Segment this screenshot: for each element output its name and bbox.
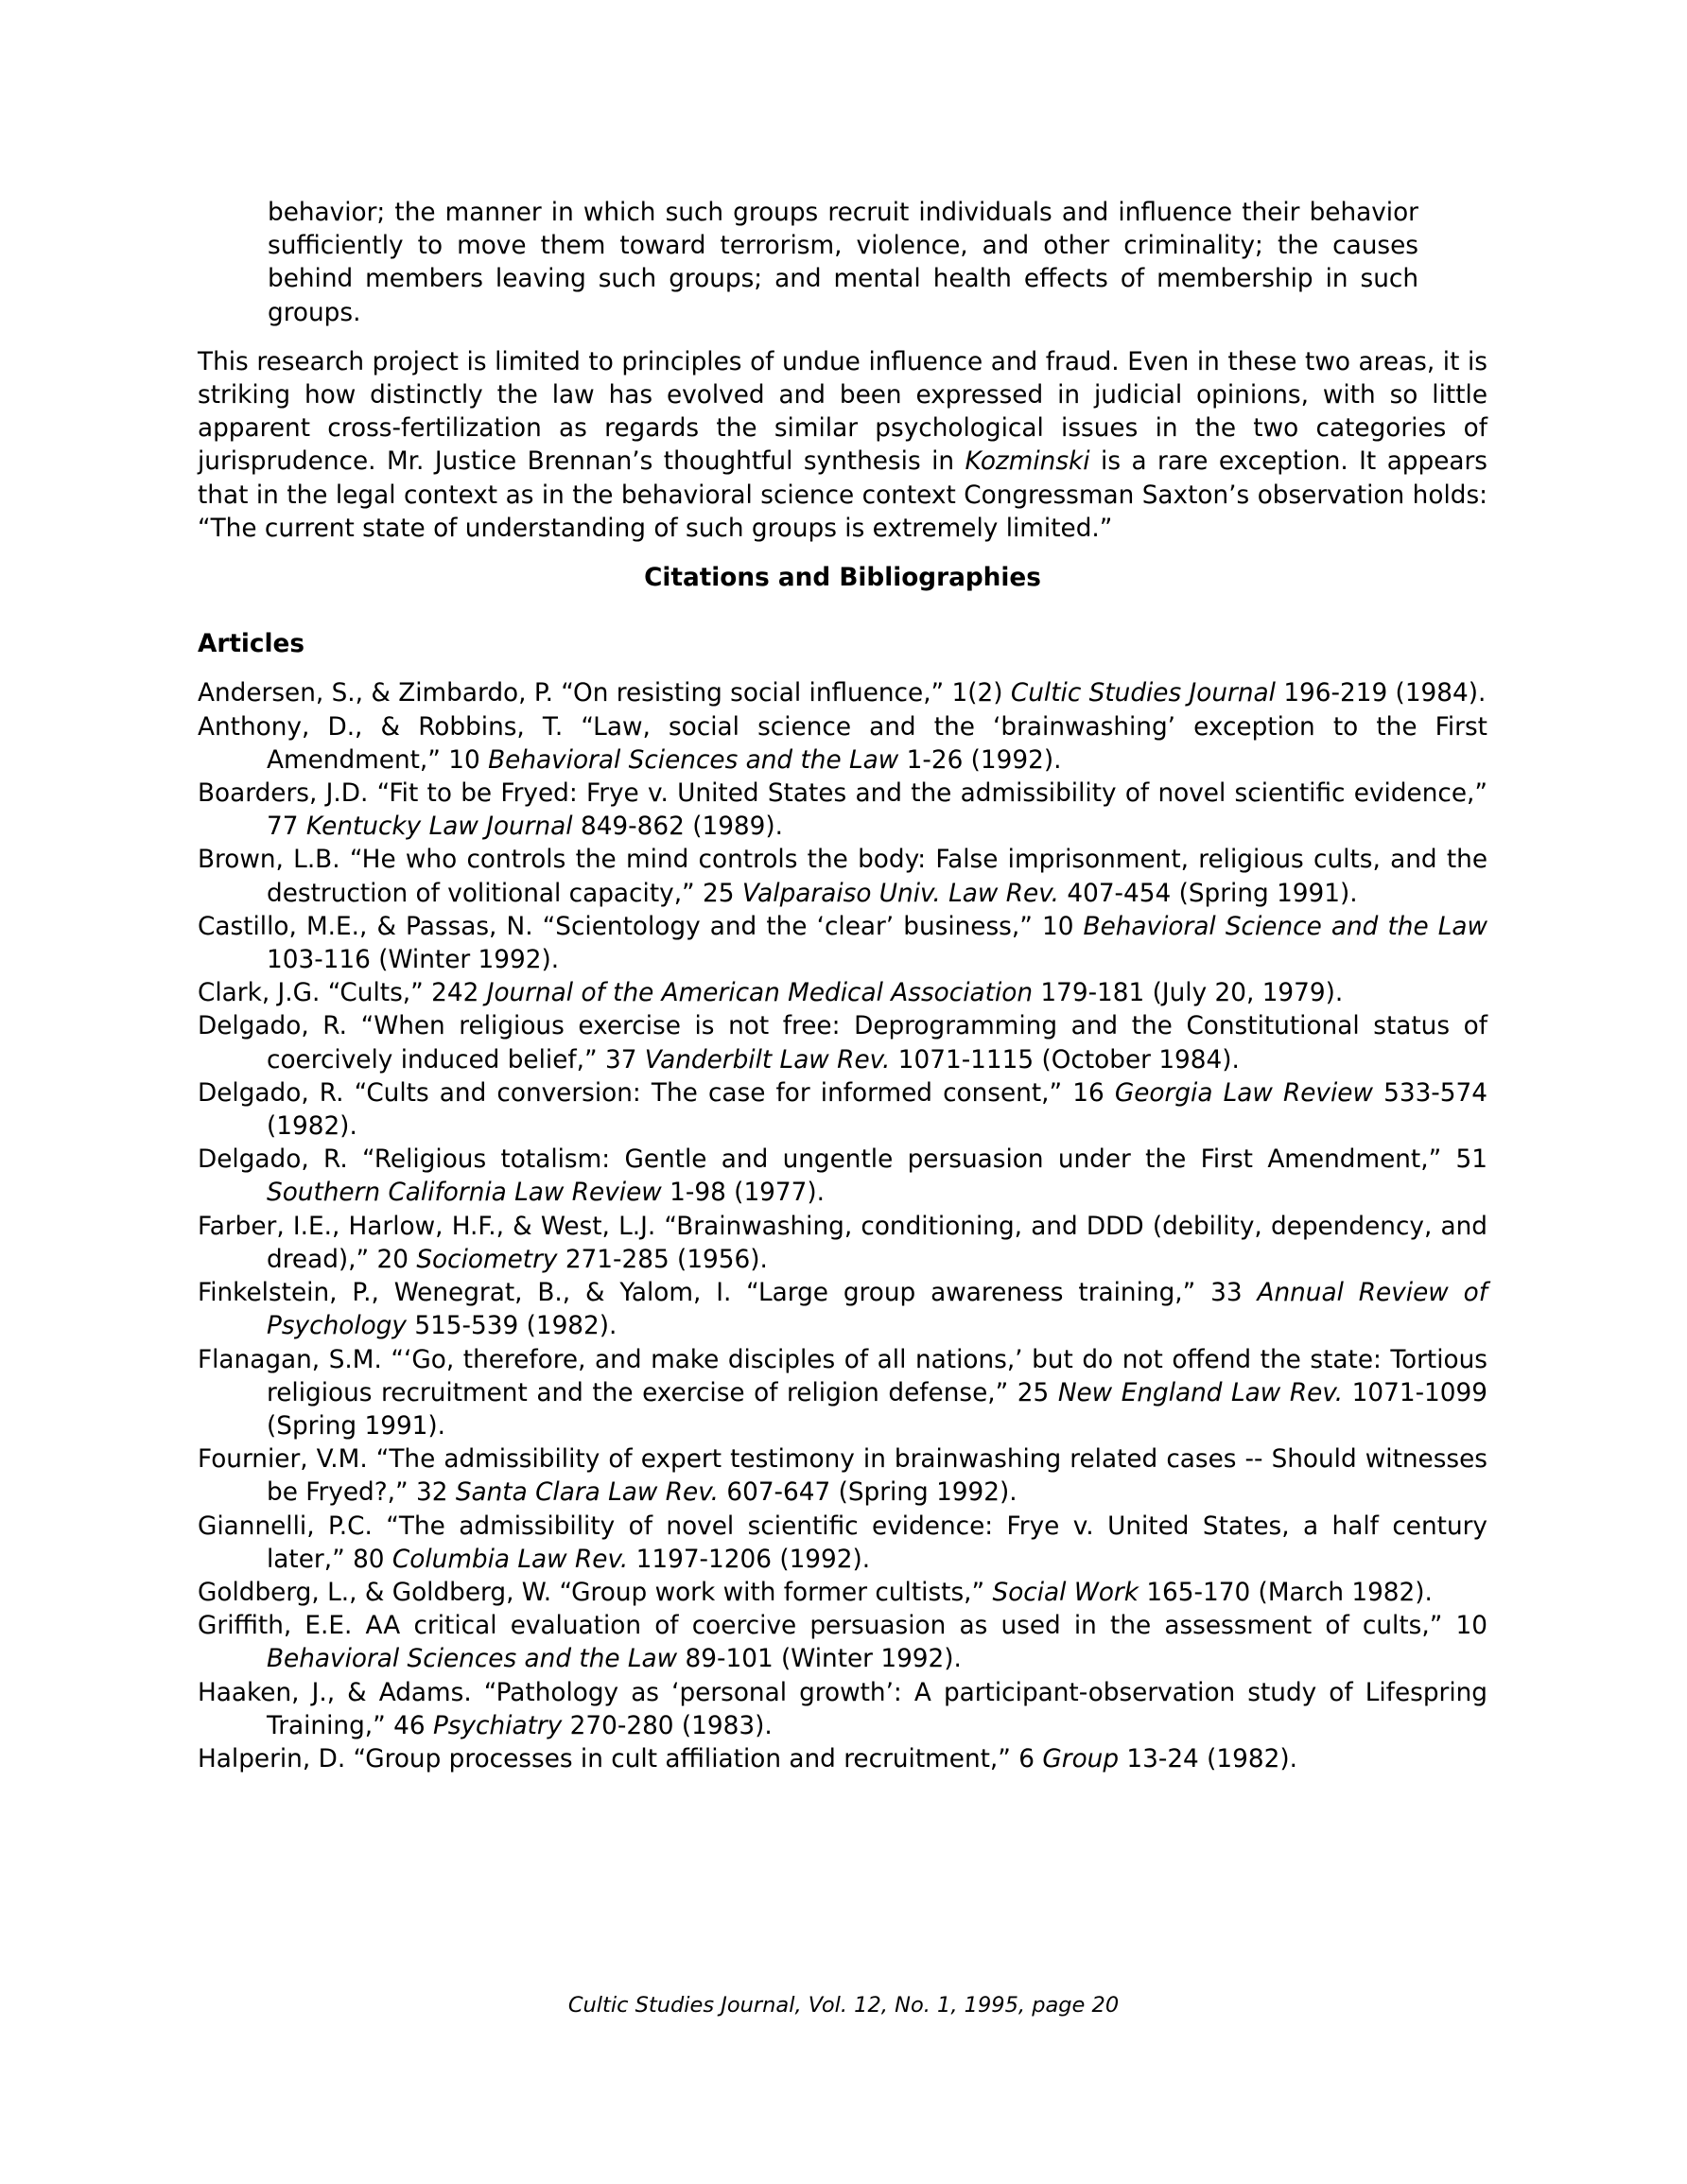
reference-journal: Sociometry (416, 1245, 558, 1274)
reference-journal: Southern California Law Review (267, 1179, 662, 1208)
reference-details: 1071-1099 (Spring 1991). (267, 1378, 1487, 1441)
reference-text: Farber, I.E., Harlow, H.F., & West, L.J. “Brainwashing, conditioning, and DDD (debility, dependency, and dread),” 20 (198, 1212, 1487, 1274)
reference-journal: Journal of the American Medical Association (486, 979, 1034, 1008)
reference-text: Halperin, D. “Group processes in cult affiliation and recruitment,” 6 (198, 1744, 1043, 1773)
reference-details: 89-101 (Winter 1992). (677, 1645, 962, 1674)
reference-text: Clark, J.G. “Cults,” 242 (198, 979, 487, 1008)
reference-details: 1197-1206 (1992). (628, 1545, 871, 1574)
reference-item (198, 1677, 1487, 1743)
reference-text: Brown, L.B. “He who controls the mind controls the body: False imprisonment, religious cults, and the destruction of volitional capacity,” 25 (198, 846, 1487, 908)
page-footer: Cultic Studies Journal, Vol. 12, No. 1, 1995, page 20 (567, 1993, 1120, 2018)
reference-text: Anthony, D., & Robbins, T. “Law, social science and the ‘brainwashing’ exception to the First Amendment,” 10 (198, 712, 1487, 775)
reference-text: Fournier, V.M. “The admissibility of expert testimony in brainwashing related cases -- Should witnesses be Fryed?,” 32 (198, 1445, 1487, 1508)
document-page (198, 197, 1487, 1776)
reference-journal: Vanderbilt Law Rev. (644, 1045, 891, 1075)
reference-details: 515-539 (1982). (406, 1312, 617, 1341)
reference-item (198, 1211, 1487, 1277)
reference-details: 165-170 (March 1982). (1138, 1578, 1433, 1607)
reference-item (198, 1077, 1487, 1144)
reference-details: 270-280 (1983). (562, 1711, 773, 1740)
reference-details: 13-24 (1982). (1119, 1744, 1297, 1773)
reference-journal: Cultic Studies Journal (1010, 679, 1276, 708)
reference-details: 196-219 (1984). (1275, 679, 1487, 708)
paragraph-text-part1: This research project is limited to principles of undue influence and fraud. Even in these two areas, it is striking how distinctly the law has evolved and been expressed in judicial opinions, with so little apparent cross-fertilization as regards the similar psychological issues in the two categories of jurisprudence. Mr. Justice Brennan’s thoughtful synthesis in (198, 347, 1487, 477)
reference-item (198, 1277, 1487, 1343)
reference-details: 533-574 (1982). (267, 1078, 1487, 1142)
reference-journal: Annual Review of Psychology (267, 1279, 1487, 1341)
body-paragraph (198, 346, 1487, 546)
reference-list (198, 677, 1487, 1776)
reference-item (198, 911, 1487, 977)
reference-item (198, 677, 1487, 710)
reference-text: Griffith, E.E. AA critical evaluation of coercive persuasion as used in the assessment of cults,” 10 (198, 1612, 1487, 1641)
reference-item (198, 711, 1487, 778)
section-title: Citations and Bibliographies (644, 564, 1041, 593)
reference-text: Boarders, J.D. “Fit to be Fryed: Frye v. United States and the admissibility of novel scientific evidence,” 77 (198, 779, 1487, 842)
reference-item (198, 1511, 1487, 1577)
reference-journal: Psychiatry (432, 1711, 563, 1740)
reference-journal: Behavioral Sciences and the Law (488, 745, 899, 775)
reference-journal: Behavioral Science and the Law (1083, 912, 1487, 941)
reference-details: 103-116 (Winter 1992). (267, 946, 560, 975)
reference-item (198, 1344, 1487, 1444)
reference-text: Delgado, R. “Cults and conversion: The case for informed consent,” 16 (198, 1078, 1115, 1108)
reference-text: Flanagan, S.M. “‘Go, therefore, and make disciples of all nations,’ but do not offend the state: Tortious religious recruitment and the exercise of religion defense,” 25 (198, 1345, 1487, 1407)
reference-details: 271-285 (1956). (557, 1245, 768, 1274)
paragraph-text-part2: is a rare exception. It appears that in the legal context as in the behavioral science context Congressman Saxton’s observation holds: “The current state of understanding of such groups is extremely limited.” (198, 447, 1487, 543)
reference-item (198, 1010, 1487, 1076)
reference-item (198, 1743, 1487, 1776)
reference-text: Andersen, S., & Zimbardo, P. “On resisting social influence,” 1(2) (198, 679, 1011, 708)
reference-text: Giannelli, P.C. “The admissibility of novel scientific evidence: Frye v. United States, a half century later,” 80 (198, 1511, 1487, 1574)
reference-details: 1-26 (1992). (898, 745, 1062, 775)
reference-item (198, 1610, 1487, 1676)
reference-journal: Georgia Law Review (1114, 1078, 1373, 1108)
reference-journal: New England Law Rev. (1057, 1378, 1344, 1407)
reference-text: Finkelstein, P., Wenegrat, B., & Yalom, I. “Large group awareness training,” 33 (198, 1279, 1258, 1308)
reference-text: Haaken, J., & Adams. “Pathology as ‘personal growth’: A participant-observation study of Lifespring Training,” 46 (198, 1678, 1487, 1740)
reference-item (198, 977, 1487, 1010)
reference-item (198, 844, 1487, 910)
reference-details: 607-647 (Spring 1992). (719, 1478, 1017, 1508)
reference-item (198, 1443, 1487, 1510)
subsection-title-articles: Articles (198, 630, 304, 659)
reference-journal: Kentucky Law Journal (305, 812, 573, 842)
paragraph-case-name: Kozminski (965, 447, 1090, 477)
reference-journal: Santa Clara Law Rev. (455, 1478, 719, 1508)
reference-details: 407-454 (Spring 1991). (1059, 879, 1358, 908)
reference-text: Goldberg, L., & Goldberg, W. “Group work with former cultists,” (198, 1578, 993, 1607)
reference-journal: Social Work (992, 1578, 1139, 1607)
reference-details: 1-98 (1977). (661, 1179, 825, 1208)
reference-journal: Behavioral Sciences and the Law (267, 1645, 678, 1674)
reference-text: Delgado, R. “When religious exercise is not free: Deprogramming and the Constitutional status of coercively induced belief,” 37 (198, 1012, 1487, 1075)
reference-journal: Group (1042, 1744, 1120, 1773)
reference-item (198, 1144, 1487, 1210)
reference-item (198, 778, 1487, 844)
reference-text: Castillo, M.E., & Passas, N. “Scientology and the ‘clear’ business,” 10 (198, 912, 1084, 941)
reference-journal: Valparaiso Univ. Law Rev. (741, 879, 1059, 908)
reference-details: 849-862 (1989). (572, 812, 784, 842)
reference-text: Delgado, R. “Religious totalism: Gentle and ungentle persuasion under the First Amendment,” 51 (198, 1145, 1487, 1175)
reference-journal: Columbia Law Rev. (391, 1545, 629, 1574)
reference-details: 179-181 (July 20, 1979). (1033, 979, 1344, 1008)
reference-item (198, 1577, 1487, 1610)
indented-quote-continuation: behavior; the manner in which such groups recruit individuals and influence their behavior sufficiently to move them toward terrorism, violence, and other criminality; the causes behind members leaving such groups; and mental health effects of membership in such groups. (268, 199, 1418, 327)
reference-details: 1071-1115 (October 1984). (890, 1045, 1240, 1075)
